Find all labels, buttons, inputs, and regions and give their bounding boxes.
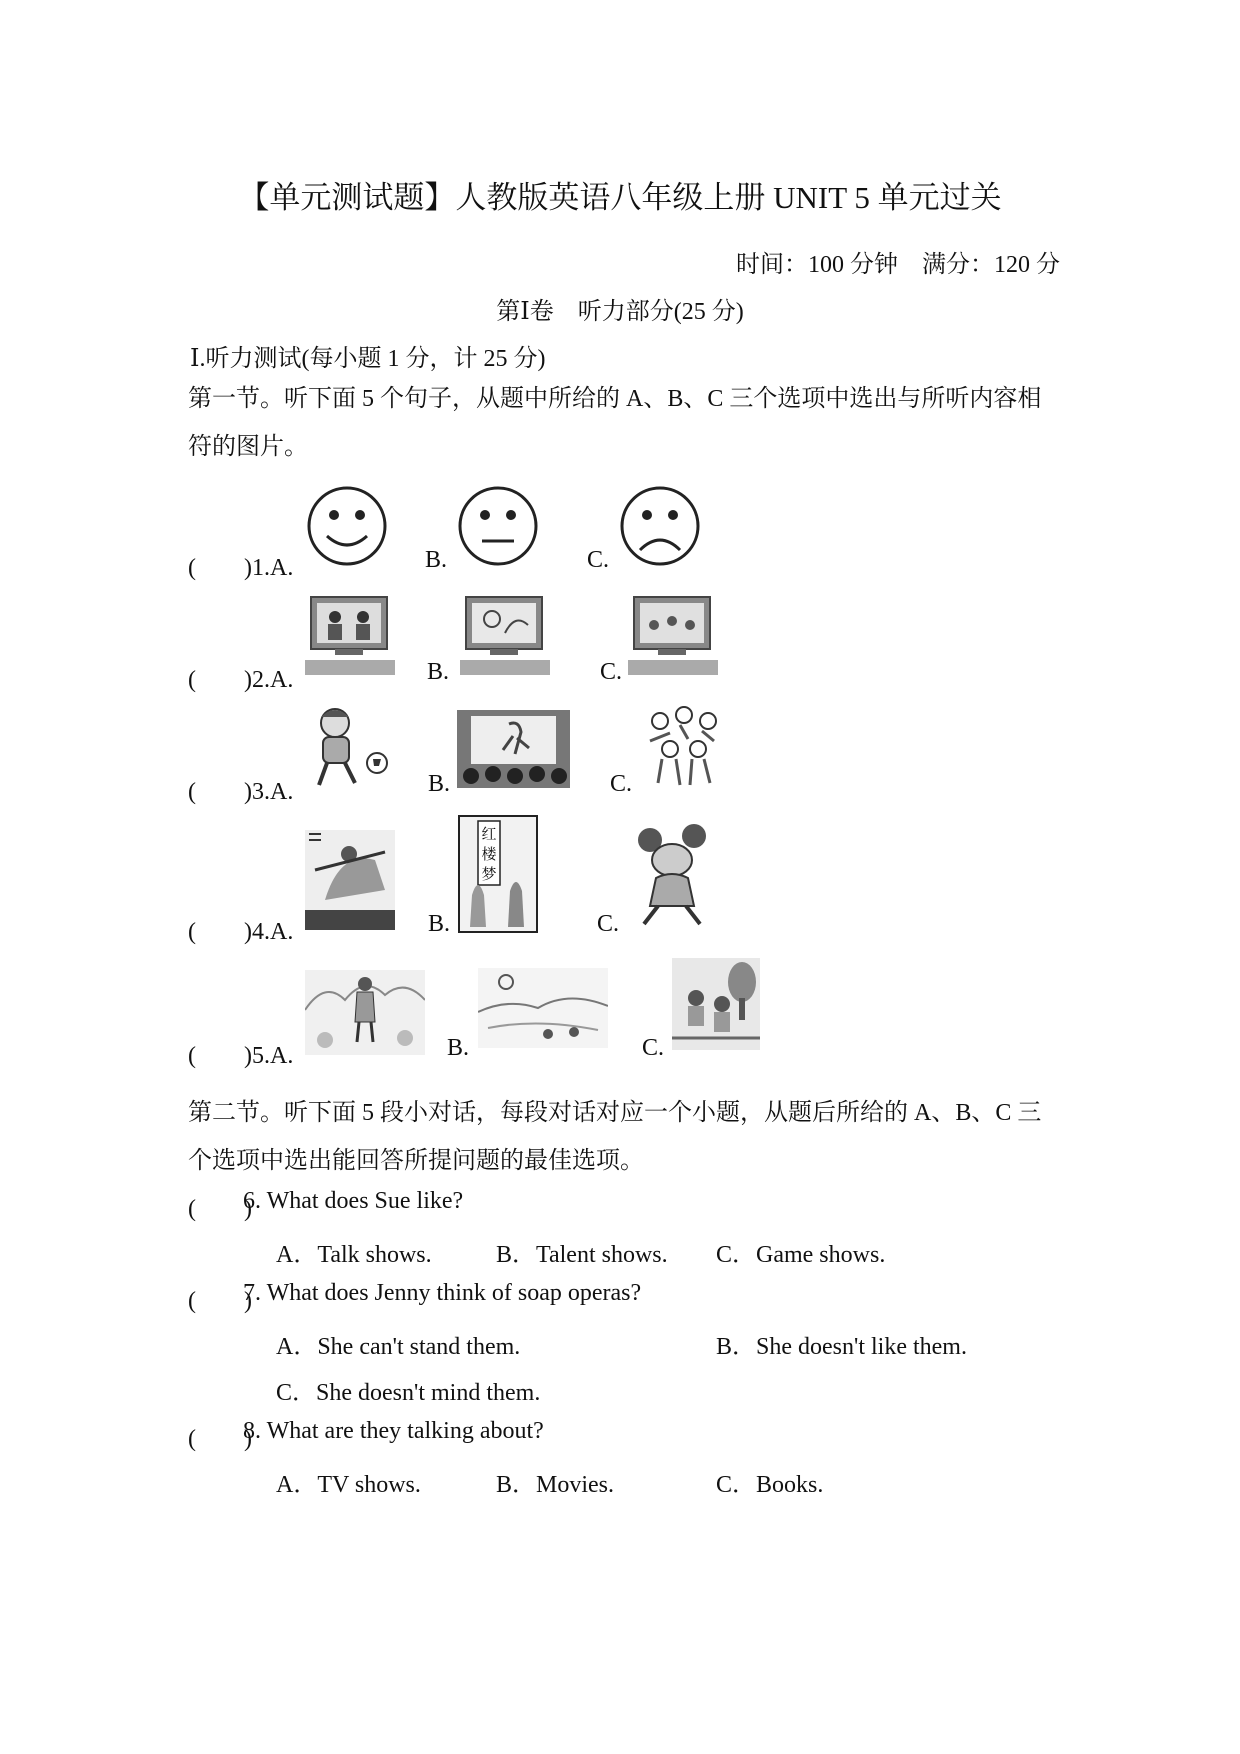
section-heading: Ⅰ.听力测试(每小题 1 分，计 25 分) [190,346,546,372]
sad-face-icon [618,484,702,568]
landscape-icon [478,968,608,1048]
tv-cartoon-icon [460,595,550,675]
question-5-b-label: B. [447,1035,470,1061]
cinema-icon [457,710,570,788]
question-6-stem: 6. What does Sue like? [243,1188,464,1214]
question-7-option-a: A．She can't stand them. [276,1334,521,1360]
question-2-b-label: B. [427,659,450,685]
happy-face-icon [305,484,389,568]
garden-girl-icon [305,970,425,1055]
question-8-stem: 8. What are they talking about? [243,1418,544,1444]
question-8-prefix: ( ) [188,1426,252,1452]
neutral-face-icon [456,484,540,568]
cartoon-mouse-icon [628,822,716,930]
question-3-c-label: C. [610,771,633,797]
question-3-prefix: ( )3.A. [188,779,294,805]
question-8-option-a: A．TV shows. [276,1472,421,1498]
book-cover-icon [458,815,538,933]
question-5-prefix: ( )5.A. [188,1043,294,1069]
question-7-option-b: B．She doesn't like them. [716,1334,967,1360]
question-6-prefix: ( ) [188,1196,252,1222]
svg-text:楼: 楼 [481,845,497,863]
svg-text:红: 红 [481,825,497,843]
question-7-prefix: ( ) [188,1288,252,1314]
question-1-b-label: B. [425,547,448,573]
section1-instruction: 第一节。听下面 5 个句子，从题中所给的 A、B、C 三个选项中选出与所听内容相符的图片。 [188,386,1042,460]
svg-text:梦: 梦 [481,865,497,883]
question-2-prefix: ( )2.A. [188,667,294,693]
question-4-b-label: B. [428,911,451,937]
kids-outdoors-icon [672,958,760,1050]
warrior-book-icon [305,830,395,930]
people-group-icon [640,703,728,791]
question-6-option-c: C．Game shows. [716,1242,886,1268]
question-4-prefix: ( )4.A. [188,919,294,945]
question-4-c-label: C. [597,911,620,937]
question-6-option-b: B．Talent shows. [496,1242,668,1268]
question-5-c-label: C. [642,1035,665,1061]
question-1-prefix: ( )1.A. [188,555,294,581]
tv-show-icon [628,595,718,675]
section2-instruction: 第二节。听下面 5 段小对话，每段对话对应一个小题，从题后所给的 A、B、C 三个选项中选出能回答所提问题的最佳选项。 [188,1100,1042,1174]
page-title: 【单元测试题】人教版英语八年级上册 UNIT 5 单元过关 [238,180,1002,215]
question-2-c-label: C. [600,659,623,685]
question-3-b-label: B. [428,771,451,797]
part-heading: 第Ⅰ卷 听力部分(25 分) [496,299,744,325]
question-1-c-label: C. [587,547,610,573]
question-8-option-b: B．Movies. [496,1472,615,1498]
tv-news-icon [305,595,395,675]
question-7-option-c: C．She doesn't mind them. [276,1380,541,1406]
exam-meta: 时间：100 分钟 满分：120 分 [736,252,1060,278]
question-8-option-c: C．Books. [716,1472,824,1498]
question-7-stem: 7. What does Jenny think of soap operas? [243,1280,642,1306]
question-6-option-a: A．Talk shows. [276,1242,432,1268]
boy-soccer-icon [305,705,393,790]
